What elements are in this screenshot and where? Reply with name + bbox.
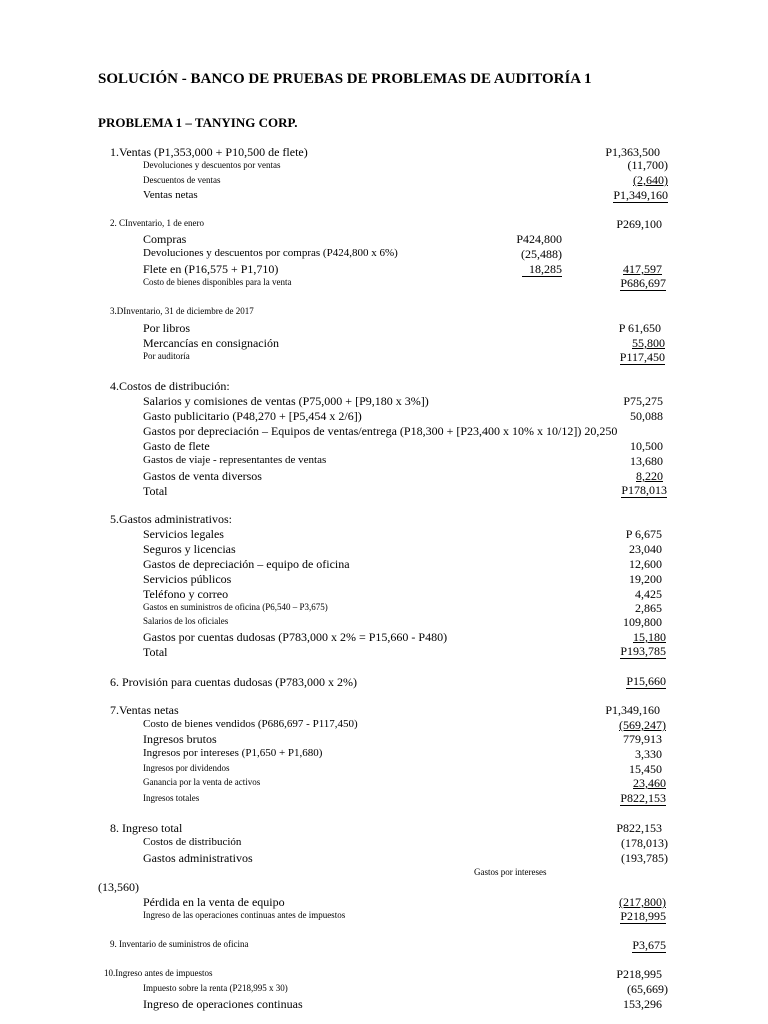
s2-row-mid: (25,488) (521, 247, 562, 261)
s1-row-label: Devoluciones y descuentos por ventas (143, 160, 281, 170)
s3-row-amount: P117,450 (619, 350, 665, 364)
s5-row-amount: 12,600 (629, 557, 662, 571)
s8-row-label: Gastos por intereses (474, 867, 547, 877)
s4-row-label: Gasto de flete (143, 439, 210, 453)
s6-heading-amount: P15,660 (626, 674, 666, 688)
s7-heading-amount: P1,349,160 (605, 703, 660, 717)
s5-row-amount: 15,180 (633, 630, 666, 644)
s1-row-amount: (2,640) (633, 173, 668, 187)
s10-heading-amount: P218,995 (616, 967, 662, 981)
s3-row-amount: 55,800 (632, 336, 665, 350)
s3-row-amount: P 61,650 (618, 321, 661, 335)
s5-row-amount: 4,425 (635, 587, 662, 601)
s5-row-label: Total (143, 645, 168, 659)
s5-row-label: Seguros y licencias (143, 542, 236, 556)
s5-row-amount: P 6,675 (625, 527, 662, 541)
s8-row-amount: P218,995 (620, 909, 666, 923)
s5-row-label: Gastos por cuentas dudosas (P783,000 x 2% = P15,660 - P480) (143, 630, 448, 644)
s9-heading: 9. Inventario de suministros de oficina (110, 939, 249, 949)
s10-row-amount: (65,669) (627, 982, 668, 996)
s6-heading: 6. Provisión para cuentas dudosas (P783,000 x 2%) (110, 675, 357, 689)
s5-row-amount: 19,200 (629, 572, 662, 586)
s7-row-label: Ingresos por dividendos (143, 763, 230, 773)
s7-row-label: Ganancia por la venta de activos (143, 777, 261, 787)
s4-row-amount: P75,275 (623, 394, 663, 408)
s5-row-amount: 2,865 (635, 601, 662, 615)
s7-heading: 7.Ventas netas (110, 703, 179, 717)
s4-row-amount: P178,013 (621, 483, 667, 497)
s5-row-amount: 109,800 (623, 615, 662, 629)
s8-row-amount: (13,560) (98, 880, 139, 894)
s2-row-label: Compras (143, 232, 187, 246)
s7-row-label: Ingresos totales (143, 793, 200, 803)
s8-row-label: Costos de distribución (143, 836, 242, 848)
s1-heading-amount: P1,363,500 (605, 145, 660, 159)
s4-row-label: Gastos de venta diversos (143, 469, 262, 483)
s4-row-label: Gastos por depreciación – Equipos de ventas/entrega (P18,300 + [P23,400 x 10% x 10/12]) 20,250 (143, 424, 618, 438)
s10-heading: 10.Ingreso antes de impuestos (104, 968, 213, 978)
s8-heading: 8. Ingreso total (110, 821, 183, 835)
s7-row-label: Costo de bienes vendidos (P686,697 - P117,450) (143, 718, 358, 730)
s7-row-amount: 3,330 (635, 747, 662, 761)
s2-row-mid: 18,285 (522, 263, 562, 277)
s1-row-amount: (11,700) (627, 158, 668, 172)
s5-row-label: Gastos de depreciación – equipo de oficina (143, 557, 350, 571)
s4-row-label: Salarios y comisiones de ventas (P75,000 + [P9,180 x 3%]) (143, 394, 429, 408)
s2-row-label: Costo de bienes disponibles para la venta (143, 277, 292, 287)
s5-row-label: Teléfono y correo (143, 587, 229, 601)
s4-row-label: Gastos de viaje - representantes de ventas (143, 454, 327, 466)
s10-row-label: Ingreso de operaciones continuas (143, 997, 303, 1011)
s3-heading: 3.DInventario, 31 de diciembre de 2017 (110, 306, 254, 316)
s8-row-amount: (178,013) (621, 836, 668, 850)
s7-row-amount: 15,450 (629, 762, 662, 776)
s9-heading-amount: P3,675 (632, 938, 666, 952)
s2-row-mid: P424,800 (516, 232, 562, 246)
s5-heading: 5.Gastos administrativos: (110, 512, 232, 526)
s4-heading: 4.Costos de distribución: (110, 379, 230, 393)
s3-row-label: Mercancías en consignación (143, 336, 279, 350)
s4-row-label: Total (143, 484, 168, 498)
s7-row-label: Ingresos brutos (143, 732, 217, 746)
s1-row-amount: P1,349,160 (613, 188, 668, 202)
s5-row-label: Servicios públicos (143, 572, 232, 586)
s3-row-label: Por auditoría (143, 351, 190, 361)
s7-row-amount: P822,153 (620, 791, 666, 805)
s4-row-amount: 13,680 (630, 454, 663, 468)
s2-heading-amount: P269,100 (616, 217, 662, 231)
s8-row-label: Gastos administrativos (143, 851, 253, 865)
s8-row-amount: (217,800) (619, 895, 666, 909)
s4-row-amount: 50,088 (630, 409, 663, 423)
s5-row-amount: P193,785 (620, 644, 666, 658)
s10-row-amount: 153,296 (623, 997, 662, 1011)
page-title: SOLUCIÓN - BANCO DE PRUEBAS DE PROBLEMAS DE AUDITORÍA 1 (98, 71, 592, 87)
s7-row-amount: 779,913 (623, 732, 662, 746)
s8-row-label: Ingreso de las operaciones continuas antes de impuestos (143, 910, 346, 920)
s5-row-label: Salarios de los oficiales (143, 616, 229, 626)
s8-row-amount: (193,785) (621, 851, 668, 865)
s4-row-label: Gasto publicitario (P48,270 + [P5,454 x 2/6]) (143, 409, 362, 423)
s4-row-amount: 8,220 (636, 469, 663, 483)
s4-row-amount: 10,500 (630, 439, 663, 453)
problem-heading: PROBLEMA 1 – TANYING CORP. (98, 115, 298, 130)
s2-row-label: Flete en (P16,575 + P1,710) (143, 262, 279, 276)
s2-row-amount: 417,597 (623, 262, 662, 276)
s7-row-amount: (569,247) (619, 718, 666, 732)
s3-row-label: Por libros (143, 321, 191, 335)
s1-row-label: Descuentos de ventas (143, 175, 221, 185)
s5-row-label: Gastos en suministros de oficina (P6,540 – P3,675) (143, 602, 328, 612)
s2-row-amount: P686,697 (620, 276, 666, 290)
s8-row-label: Pérdida en la venta de equipo (143, 895, 285, 909)
s1-heading: 1.Ventas (P1,353,000 + P10,500 de flete) (110, 145, 308, 159)
s7-row-amount: 23,460 (633, 776, 666, 790)
s5-row-amount: 23,040 (629, 542, 662, 556)
s7-row-label: Ingresos por intereses (P1,650 + P1,680) (143, 747, 323, 759)
s5-row-label: Servicios legales (143, 527, 224, 541)
s2-row-label: Devoluciones y descuentos por compras (P424,800 x 6%) (143, 247, 398, 259)
s10-row-label: Impuesto sobre la renta (P218,995 x 30) (143, 983, 288, 993)
s2-heading: 2. CInventario, 1 de enero (110, 218, 204, 228)
s8-heading-amount: P822,153 (616, 821, 662, 835)
s1-row-label: Ventas netas (143, 189, 198, 201)
